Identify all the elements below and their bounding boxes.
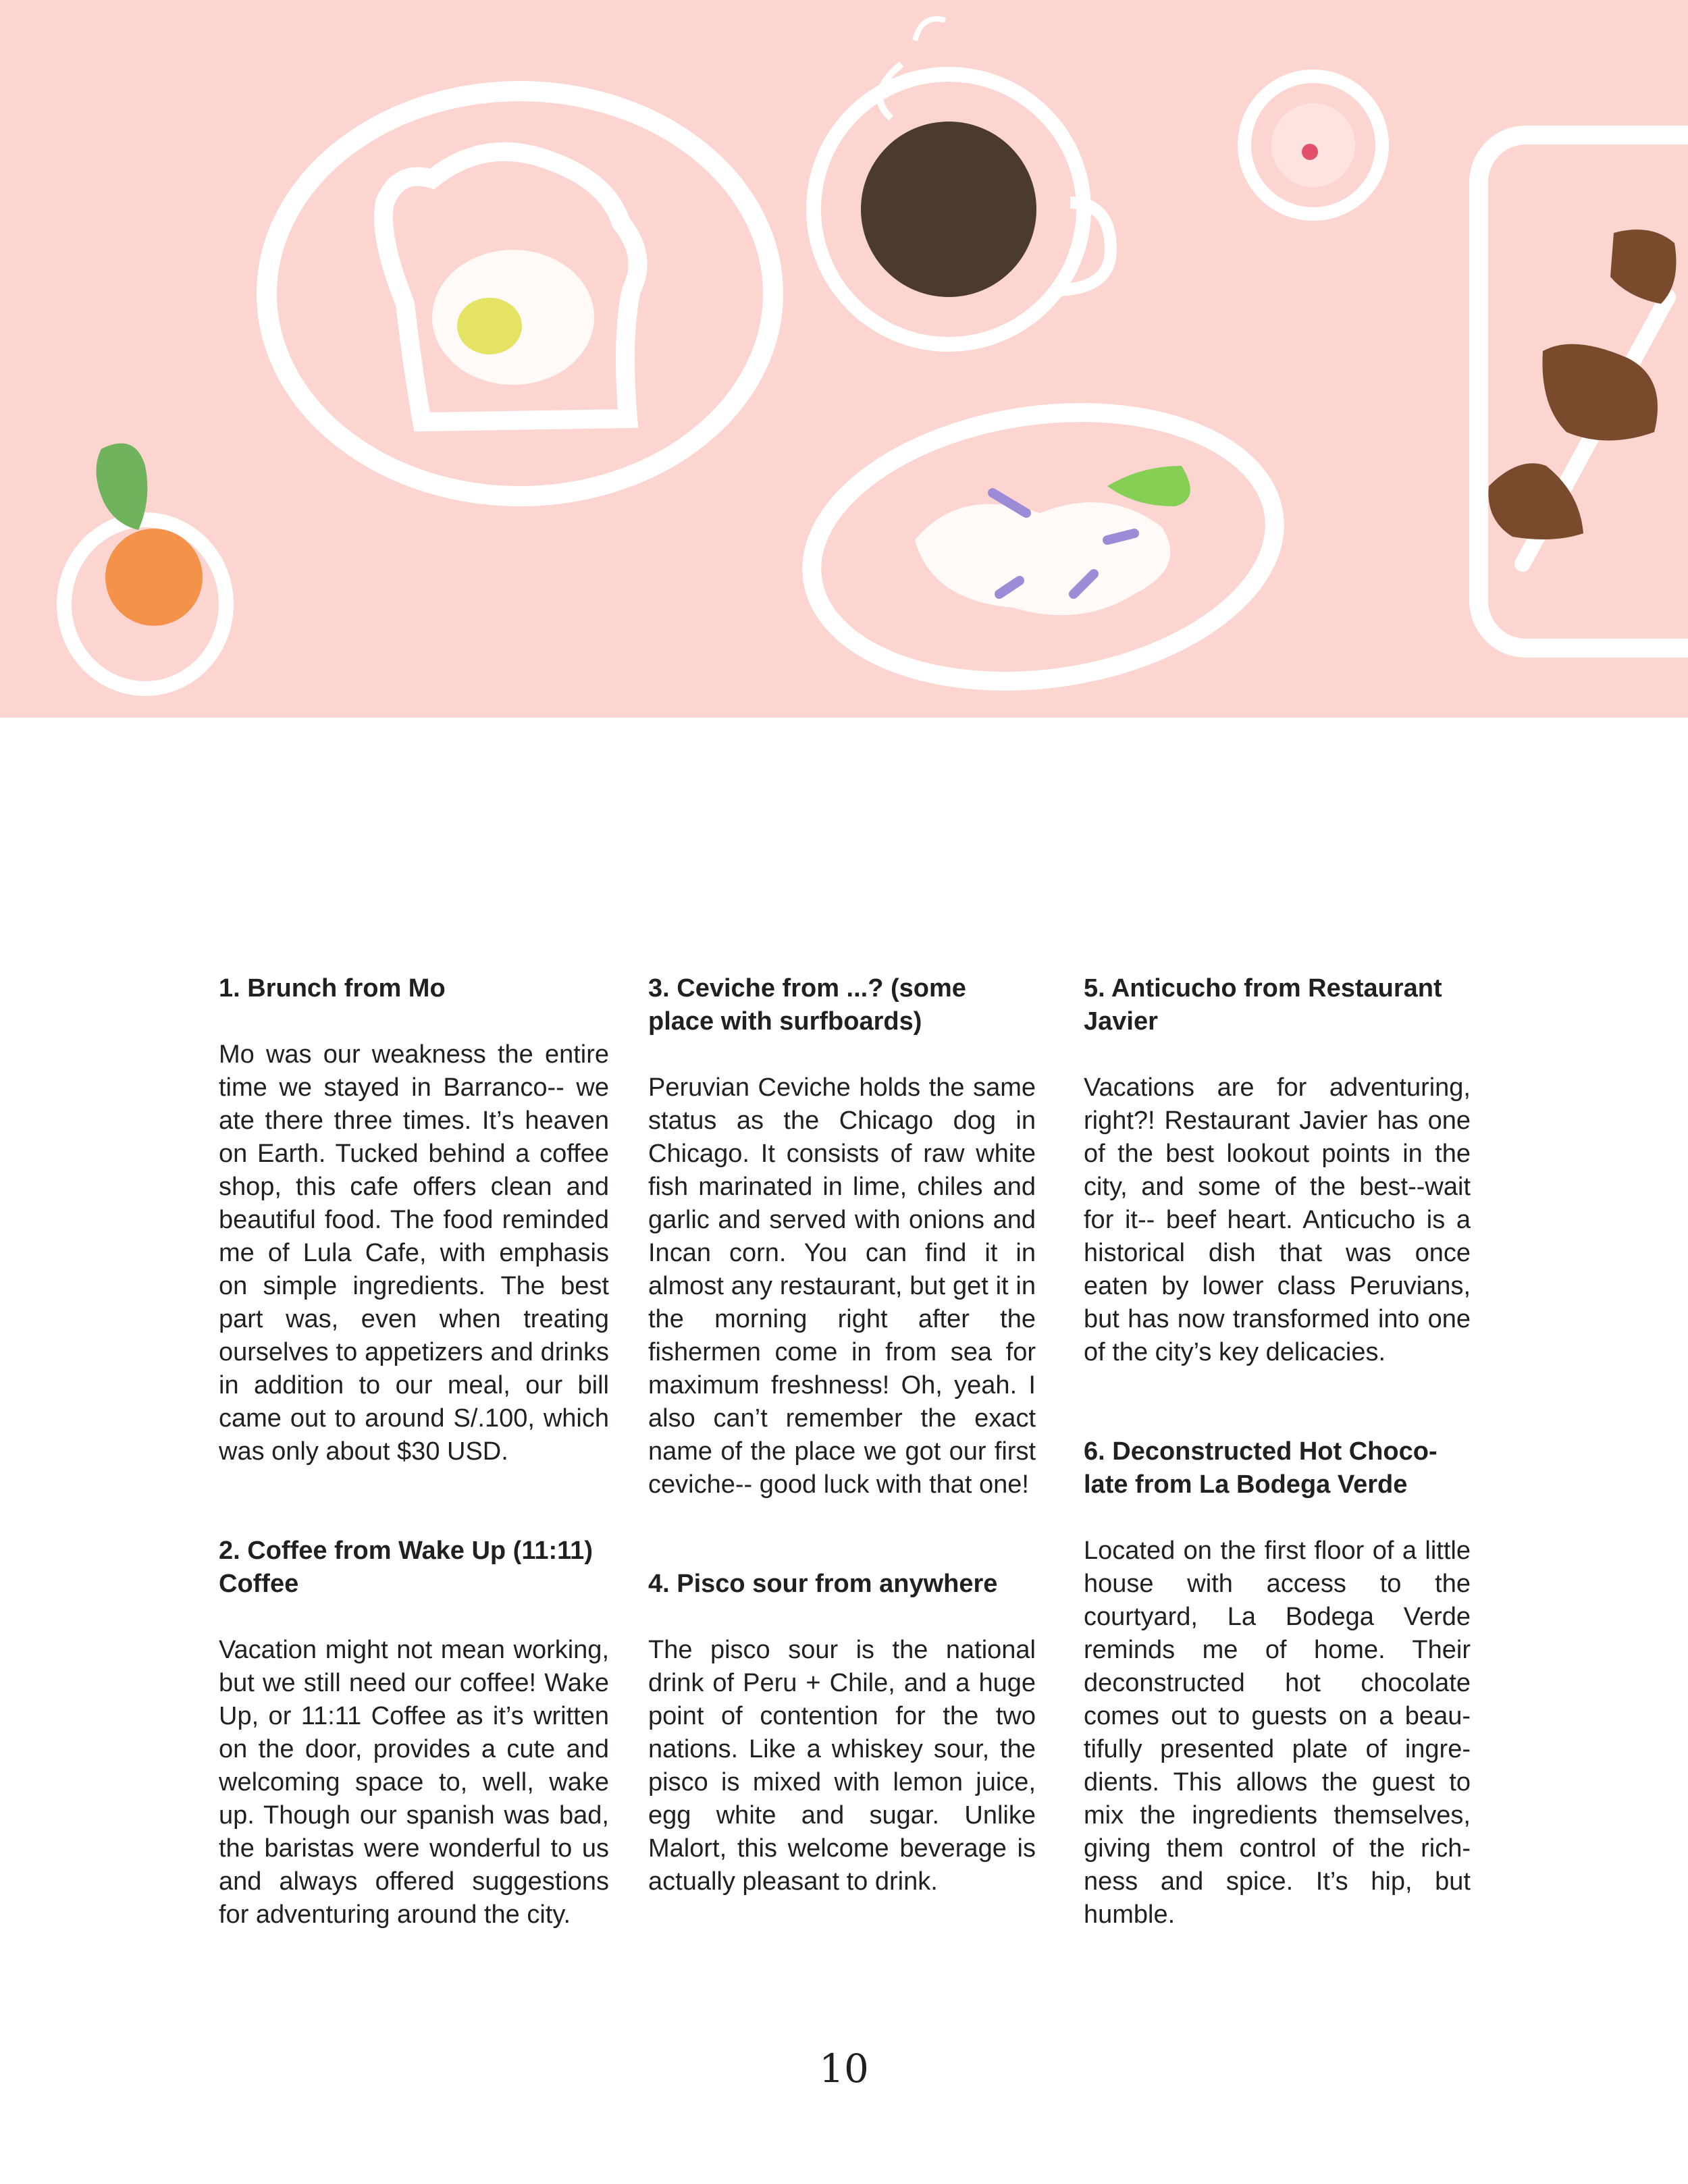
article-anticucho bbox=[1084, 972, 1471, 1369]
section-spacer bbox=[648, 1501, 1036, 1568]
article-body: Vacations are for adventuring, right?! Restaurant Javier has one of the best lookout points in the city, and some of the best--wait for it-- beef heart. Anticucho is a historical dish that was once eaten by lower class Peruvians, but has now transformed into one of the city’s key delicacies. bbox=[1084, 1073, 1471, 1366]
article-brunch-from-mo bbox=[219, 972, 609, 1468]
article-heading: 3. Ceviche from ...? (some place with surfboards) bbox=[648, 974, 966, 1036]
column-2 bbox=[648, 972, 1036, 1898]
section-spacer bbox=[219, 1468, 609, 1535]
column-1 bbox=[219, 972, 609, 1932]
article-coffee-from-wake-up bbox=[219, 1535, 609, 1932]
article-heading: 1. Brunch from Mo bbox=[219, 974, 446, 1003]
page-number: 10 bbox=[819, 2046, 869, 2092]
section-spacer bbox=[1084, 1369, 1471, 1435]
article-ceviche bbox=[648, 972, 1036, 1501]
article-body: Peruvian Ceviche holds the same status as the Chicago dog in Chicago. It consists of raw white fish marinated in lime, chiles and garlic and served with onions and Incan corn. You can find it in almost any restaurant, but get it in the morning right after the fishermen come in from sea for maximum freshness! Oh, yeah. I also can’t remember the exact name of the place we got our first ceviche-- good luck with that one! bbox=[648, 1073, 1036, 1499]
article-body: The pisco sour is the national drink of Peru + Chile, and a huge point of contention for the two nations. Like a whiskey sour, the pisco is mixed with lemon juice, egg white and sugar. Unlike Malort, this welcome beverage is actually pleasant to drink. bbox=[648, 1636, 1036, 1896]
article-pisco-sour bbox=[648, 1568, 1036, 1898]
article-body: Vacation might not mean working, but we still need our coffee! Wake Up, or 11:11 Coffee as it’s written on the door, provides a cute and welcoming space to, well, wake up. Though our spanish was bad, the baristas were wonderful to us and always offered suggestions for adventuring around the city. bbox=[219, 1636, 609, 1929]
article-heading: 4. Pisco sour from anywhere bbox=[648, 1570, 998, 1598]
article-heading: 2. Coffee from Wake Up (11:11) Coffee bbox=[219, 1537, 593, 1598]
article-hot-chocolate bbox=[1084, 1435, 1471, 1932]
article-body: Mo was our weakness the entire time we stayed in Barranco-- we ate there three times. It’s heaven on Earth. Tucked behind a coffee shop, this cafe offers clean and beautiful food. The food reminded me of Lula Cafe, with emphasis on simple ingredients. The best part was, even when treating ourselves to appetizers and drinks in addition to our meal, our bill came out to around S/.100, which was only about $30 USD. bbox=[219, 1040, 609, 1466]
banner-background bbox=[0, 0, 1688, 718]
article-heading: 6. Deconstructed Hot Chocolate from La Bodega Verde bbox=[1084, 1437, 1438, 1499]
article-body: Located on the first floor of a little house with access to the courtyard, La Bodega Verde reminds me of home. Their deconstructed hot chocolate comes out to guests on a beautifully presented plate of ingredients. This allows the guest to mix the ingredients themselves, giving them control of the richness and spice. It’s hip, but humble. bbox=[1084, 1537, 1471, 1929]
food-illustration-banner bbox=[0, 0, 1688, 718]
column-3 bbox=[1084, 972, 1471, 1932]
article-heading: 5. Anticucho from Restaurant Javier bbox=[1084, 974, 1442, 1036]
